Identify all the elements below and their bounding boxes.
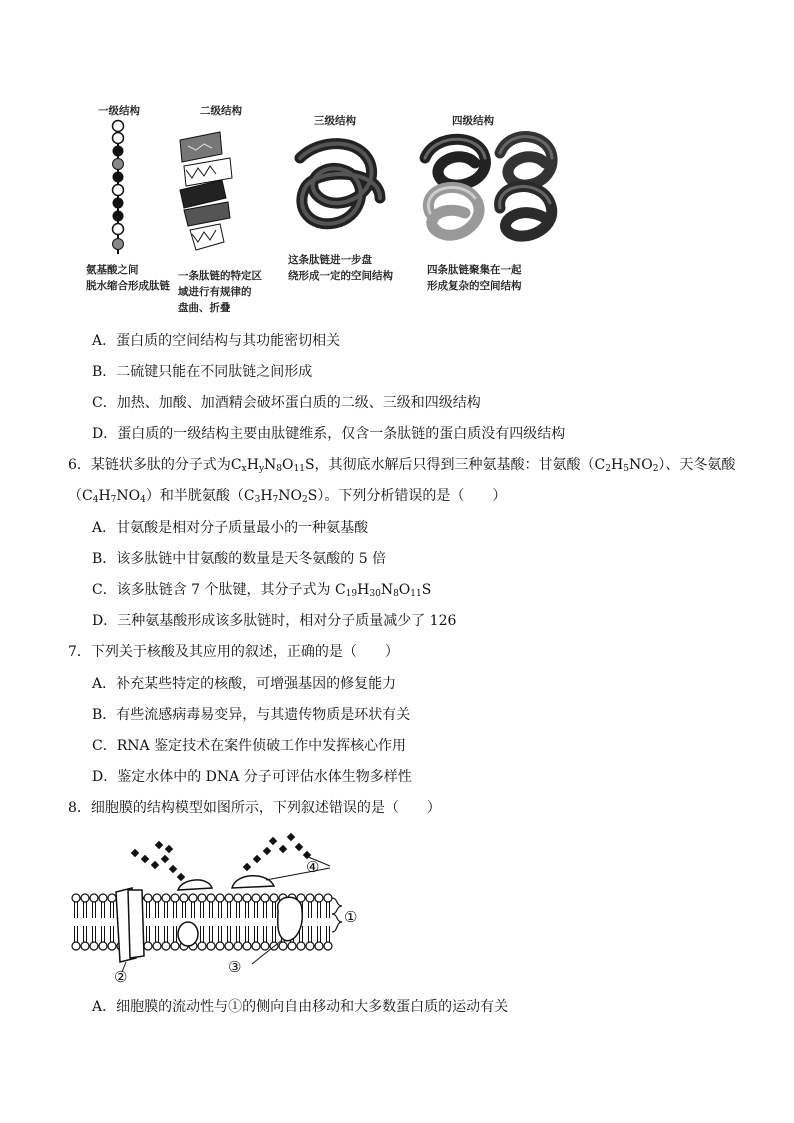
phospholipid [81,926,89,950]
q6-option-b[interactable]: B．该多肽链中甘氨酸的数量是天冬氨酸的 5 倍 [92,551,387,567]
q7-option-a[interactable]: A．补充某些特定的核酸，可增强基因的修复能力 [92,676,397,692]
tertiary-structure-label: 三级结构 [314,115,356,127]
secondary-structure-caption [178,268,262,316]
q5-option-a[interactable]: A．蛋白质的空间结构与其功能密切相关 [92,333,341,349]
phospholipid [261,926,269,950]
surface-protein [232,876,274,888]
caption-line: 域进行有规律的 [178,286,252,298]
secondary-structure-helix-sheet [180,132,232,250]
marker-1: ① [344,908,358,926]
phospholipid [108,926,116,950]
phospholipid [252,926,260,950]
q8-stem: 8．细胞膜的结构模型如图所示，下列叙述错误的是（ ） [68,800,441,816]
q6-stem-line2: $(C_4H_7NO_4)$和半胱氨酸$(C_3H_7NO_2S)$。下列分析错误的是（ ） [68,488,507,505]
phospholipid [225,894,233,918]
q7-stem: 7．下列关于核酸及其应用的叙述，正确的是（ ） [68,644,399,660]
q6-stem-text: 6．某链状多肽的分子式为 [68,457,231,473]
primary-structure-label: 一级结构 [98,105,140,117]
q7-option-c[interactable]: C．RNA 鉴定技术在案件侦破工作中发挥核心作用 [92,738,407,754]
q8-option-a[interactable]: A．细胞膜的流动性与①的侧向自由移动和大多数蛋白质的运动有关 [92,999,509,1015]
primary-structure-chain [113,121,124,255]
q6-stem-line1: 6．某链状多肽的分子式为$C_xH_yN_8O_{11}S$，其彻底水解后只得到三种氨基酸：甘氨酸$(C_2H_5NO_2)$、天冬氨酸 [68,457,736,474]
phospholipid [234,894,242,918]
caption-line: 四条肽链聚集在一起 [427,264,522,276]
phospholipid [234,926,242,950]
embedded-protein [178,922,198,946]
phospholipid [153,926,161,950]
phospholipid [72,926,80,950]
q7-option-d[interactable]: D．鉴定水体中的 DNA 分子可评估水体生物多样性 [92,769,412,785]
caption-line: 一条肽链的特定区 [178,270,262,282]
marker-3: ③ [228,958,242,976]
phospholipid [207,926,215,950]
secondary-structure-label: 二级结构 [200,105,242,117]
formula-element: C [230,457,242,473]
caption-line: 形成复杂的空间结构 [427,280,522,292]
embedded-protein-3 [278,897,303,940]
phospholipid [180,894,188,918]
protein-structure-drawing [80,118,580,268]
phospholipid [198,926,206,950]
phospholipid [144,926,152,950]
phospholipid [189,894,197,918]
phospholipid [207,894,215,918]
phospholipid [306,926,314,950]
phospholipid [243,926,251,950]
phospholipid [171,894,179,918]
phospholipid [99,894,107,918]
q6-formula: $C_xH_yN_8O_{11}S$ [230,457,315,474]
q6-stem-text: ）和半胱氨酸（C [145,488,255,504]
phospholipid [306,894,314,918]
q6-option-c[interactable]: C．该多肽链含 7 个肽键，其分子式为 $C_{19}H_{30}N_8O_{11}S$ [92,582,432,599]
tertiary-structure-coil [300,144,380,224]
phospholipid [162,926,170,950]
q6-option-d[interactable]: D．三种氨基酸形成该多肽链时，相对分子质量减少了 126 [92,613,457,629]
q6-stem-text: （C [68,488,93,504]
phospholipid [216,926,224,950]
phospholipid [72,894,80,918]
phospholipid [144,894,152,918]
caption-line: 脱水缩合形成肽链 [86,280,170,292]
q6-stem-text: ，其彻底水解后只得到三种氨基酸：甘氨酸（C [314,457,606,473]
phospholipid [243,894,251,918]
phospholipid [324,926,332,950]
caption-line: 盘曲、折叠 [178,302,231,314]
phospholipid [261,894,269,918]
cell-membrane-diagram [70,826,370,990]
phospholipid [90,926,98,950]
phospholipid [153,894,161,918]
q5-option-c[interactable]: C．加热、加酸、加酒精会破坏蛋白质的二级、三级和四级结构 [92,395,481,411]
phospholipid [81,894,89,918]
caption-line: 这条肽链进一步盘 [288,254,372,266]
phospholipid [252,894,260,918]
q5-option-d[interactable]: D．蛋白质的一级结构主要由肽键维系，仅含一条肽链的蛋白质没有四级结构 [92,426,566,442]
phospholipid [198,894,206,918]
surface-protein [178,880,212,890]
phospholipid [324,894,332,918]
phospholipid [270,894,278,918]
marker-2: ② [114,968,128,986]
tertiary-structure-caption [288,252,393,284]
marker-4: ④ [306,858,320,876]
phospholipid [99,926,107,950]
q7-option-b[interactable]: B．有些流感病毒易变异，与其遗传物质是环状有关 [92,707,411,723]
phospholipid [162,894,170,918]
phospholipid [225,926,233,950]
q6-stem-text: ）、天冬氨酸 [658,457,736,473]
phospholipid [90,894,98,918]
quaternary-structure-coils [425,137,552,237]
caption-line: 氨基酸之间 [86,264,139,276]
quaternary-structure-label: 四级结构 [452,115,494,127]
primary-structure-caption [86,262,170,294]
q6-option-c-text: C．该多肽链含 7 个肽键，其分子式为 C [92,582,346,598]
quaternary-structure-caption [427,262,522,294]
q6-option-a[interactable]: A．甘氨酸是相对分子质量最小的一种氨基酸 [92,520,369,536]
q5-option-b[interactable]: B．二硫键只能在不同肽链之间形成 [92,364,313,380]
q6-stem-text: ）。下列分析错误的是（ ） [317,488,507,504]
phospholipid [216,894,224,918]
phospholipid [108,894,116,918]
phospholipid [315,926,323,950]
phospholipid [315,894,323,918]
glycocalyx-chains [131,833,311,881]
caption-line: 绕形成一定的空间结构 [288,270,393,282]
